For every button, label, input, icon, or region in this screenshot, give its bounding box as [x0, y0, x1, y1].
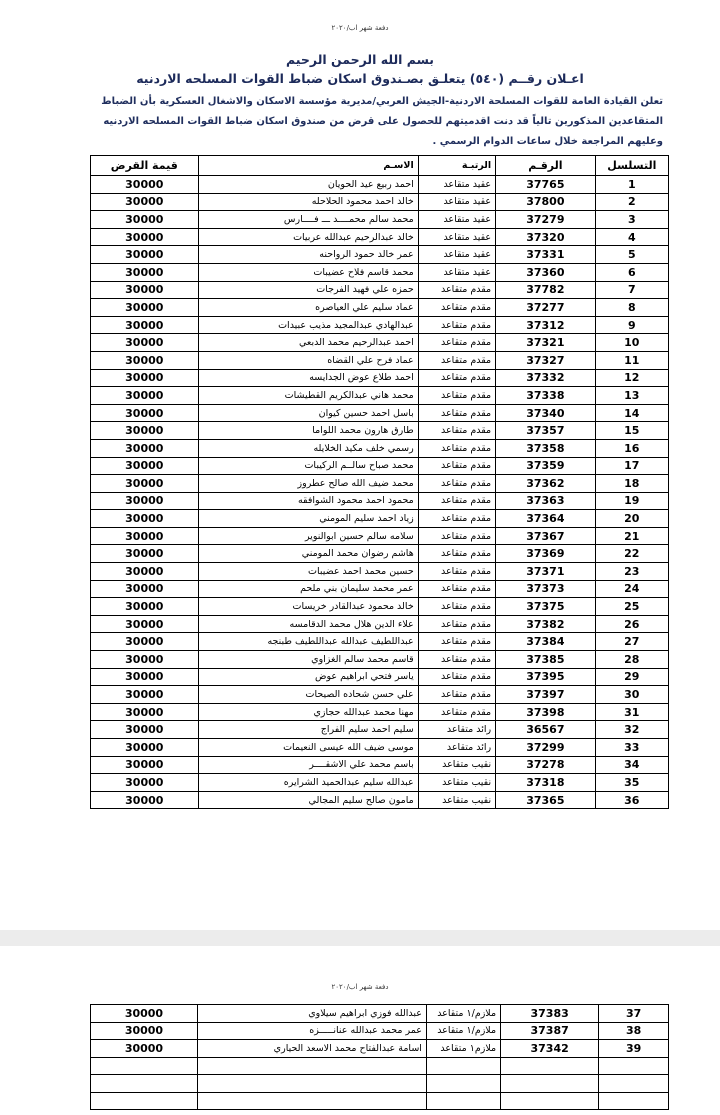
cell-loan: 30000	[91, 193, 199, 211]
table-row	[91, 299, 669, 317]
cell-rank: نقيب متقاعد	[418, 756, 495, 774]
cell-number: 37327	[496, 351, 596, 369]
table-row	[91, 651, 669, 669]
cell-loan: 30000	[91, 703, 199, 721]
cell-loan: 30000	[91, 791, 199, 809]
cell-name: هاشم رضوان محمد المومني	[198, 545, 418, 563]
announcement-title: اعـلان رقــم (٥٤٠) يتعلـق بصـندوق اسكان ضباط القوات المسلحه الاردنيه	[136, 71, 584, 86]
header-name: الاسـم	[198, 156, 418, 176]
cell-rank: مقدم متقاعد	[418, 668, 495, 686]
cell-number-empty	[501, 1057, 599, 1075]
cell-name: عبدالله سليم عبدالحميد الشرايره	[198, 774, 418, 792]
cell-rank: مقدم متقاعد	[418, 475, 495, 493]
cell-loan-empty	[91, 1057, 198, 1075]
cell-seq: 16	[595, 439, 668, 457]
table-row	[91, 791, 669, 809]
table-row	[91, 193, 669, 211]
cell-loan: 30000	[91, 615, 199, 633]
cell-rank: مقدم متقاعد	[418, 633, 495, 651]
cell-number: 37331	[496, 246, 596, 264]
cell-seq: 27	[595, 633, 668, 651]
cell-number-empty	[501, 1092, 599, 1110]
table-row	[91, 668, 669, 686]
cell-rank: مقدم متقاعد	[418, 598, 495, 616]
cell-name: موسى ضيف الله عيسى النعيمات	[198, 739, 418, 757]
table-body-continued	[91, 1005, 669, 1110]
cell-name: محمد ضيف الله صالح عطروز	[198, 475, 418, 493]
header-loan: قيمة القرض	[91, 156, 199, 176]
cell-seq: 36	[595, 791, 668, 809]
cell-seq: 10	[595, 334, 668, 352]
cell-name: طارق هارون محمد اللواما	[198, 422, 418, 440]
cell-rank: مقدم متقاعد	[418, 563, 495, 581]
cell-loan: 30000	[91, 545, 199, 563]
cell-number: 37279	[496, 211, 596, 229]
table-row	[91, 1040, 669, 1058]
cell-name-empty	[197, 1075, 426, 1093]
cell-loan: 30000	[91, 263, 199, 281]
header-seq: التسلسل	[595, 156, 668, 176]
cell-seq: 20	[595, 510, 668, 528]
cell-number: 37359	[496, 457, 596, 475]
cell-name: عمر خالد حمود الرواحنه	[198, 246, 418, 264]
cell-seq: 22	[595, 545, 668, 563]
cell-loan: 30000	[91, 651, 199, 669]
cell-seq: 18	[595, 475, 668, 493]
cell-rank: مقدم متقاعد	[418, 686, 495, 704]
table-row	[91, 211, 669, 229]
cell-rank: مقدم متقاعد	[418, 404, 495, 422]
table-row	[91, 404, 669, 422]
cell-seq: 32	[595, 721, 668, 739]
empty-table-row	[91, 1092, 669, 1110]
cell-loan: 30000	[91, 211, 199, 229]
cell-seq: 14	[595, 404, 668, 422]
cell-rank: مقدم متقاعد	[418, 527, 495, 545]
cell-number: 37383	[501, 1005, 599, 1023]
cell-number: 36567	[496, 721, 596, 739]
cell-name: عمر محمد سليمان بني ملحم	[198, 580, 418, 598]
cell-loan: 30000	[91, 475, 199, 493]
cell-seq: 37	[599, 1005, 669, 1023]
cell-name: مامون صالح سليم المجالي	[198, 791, 418, 809]
cell-number: 37395	[496, 668, 596, 686]
cell-name: محمد صباح سالــم الركيبات	[198, 457, 418, 475]
table-row	[91, 316, 669, 334]
cell-rank: مقدم متقاعد	[418, 545, 495, 563]
cell-loan: 30000	[91, 351, 199, 369]
table-row	[91, 1022, 669, 1040]
cell-loan-empty	[91, 1075, 198, 1093]
cell-seq: 33	[595, 739, 668, 757]
cell-seq: 7	[595, 281, 668, 299]
cell-name: ياسر فتحي ابراهيم عوض	[198, 668, 418, 686]
cell-loan: 30000	[91, 527, 199, 545]
page-header-batch: دفعة شهر اب/٢٠٢٠	[331, 983, 389, 991]
cell-number: 37363	[496, 492, 596, 510]
cell-number: 37782	[496, 281, 596, 299]
cell-number: 37369	[496, 545, 596, 563]
cell-seq: 13	[595, 387, 668, 405]
cell-loan: 30000	[91, 774, 199, 792]
cell-loan: 30000	[91, 686, 199, 704]
cell-rank-empty	[426, 1075, 500, 1093]
cell-loan: 30000	[91, 668, 199, 686]
cell-seq-empty	[599, 1057, 669, 1075]
cell-loan: 30000	[91, 316, 199, 334]
cell-name-empty	[197, 1057, 426, 1075]
table-row	[91, 686, 669, 704]
cell-loan: 30000	[91, 633, 199, 651]
cell-loan: 30000	[91, 246, 199, 264]
table-body	[91, 176, 669, 809]
table-row	[91, 351, 669, 369]
cell-seq: 21	[595, 527, 668, 545]
cell-name: احمد عبدالرحيم محمد الدبعي	[198, 334, 418, 352]
cell-loan: 30000	[91, 176, 199, 194]
table-row	[91, 281, 669, 299]
cell-seq: 29	[595, 668, 668, 686]
cell-loan: 30000	[91, 439, 199, 457]
cell-name: محمود احمد محمود الشوافقه	[198, 492, 418, 510]
cell-number: 37318	[496, 774, 596, 792]
cell-number: 37358	[496, 439, 596, 457]
cell-number: 37360	[496, 263, 596, 281]
cell-seq-empty	[599, 1092, 669, 1110]
cell-rank: مقدم متقاعد	[418, 703, 495, 721]
cell-seq: 39	[599, 1040, 669, 1058]
cell-name: باسل احمد حسين كيوان	[198, 404, 418, 422]
table-row	[91, 598, 669, 616]
cell-seq: 4	[595, 228, 668, 246]
cell-number: 37278	[496, 756, 596, 774]
table-row	[91, 510, 669, 528]
cell-rank: مقدم متقاعد	[418, 492, 495, 510]
cell-rank-empty	[426, 1092, 500, 1110]
table-row	[91, 563, 669, 581]
table-row	[91, 721, 669, 739]
cell-loan: 30000	[91, 563, 199, 581]
cell-rank: عقيد متقاعد	[418, 176, 495, 194]
cell-seq: 25	[595, 598, 668, 616]
cell-seq: 17	[595, 457, 668, 475]
cell-rank-empty	[426, 1057, 500, 1075]
table-row	[91, 228, 669, 246]
cell-loan: 30000	[91, 1022, 198, 1040]
cell-loan: 30000	[91, 580, 199, 598]
cell-name: رسمي خلف مكيد الخلايله	[198, 439, 418, 457]
table-row	[91, 545, 669, 563]
cell-rank: مقدم متقاعد	[418, 651, 495, 669]
cell-rank: مقدم متقاعد	[418, 387, 495, 405]
cell-seq: 12	[595, 369, 668, 387]
cell-rank: مقدم متقاعد	[418, 281, 495, 299]
cell-number: 37320	[496, 228, 596, 246]
table-row	[91, 246, 669, 264]
table-row	[91, 369, 669, 387]
cell-seq-empty	[599, 1075, 669, 1093]
table-row	[91, 756, 669, 774]
table-row	[91, 580, 669, 598]
document-page-2	[28, 946, 692, 1115]
table-row	[91, 739, 669, 757]
cell-seq: 19	[595, 492, 668, 510]
cell-number: 37375	[496, 598, 596, 616]
cell-name: مهنا محمد عبدالله حجازي	[198, 703, 418, 721]
cell-seq: 23	[595, 563, 668, 581]
cell-number: 37342	[501, 1040, 599, 1058]
cell-rank: مقدم متقاعد	[418, 334, 495, 352]
cell-loan: 30000	[91, 457, 199, 475]
cell-name: محمد قاسم فلاح عضيبات	[198, 263, 418, 281]
empty-table-row	[91, 1057, 669, 1075]
cell-seq: 1	[595, 176, 668, 194]
cell-rank: مقدم متقاعد	[418, 351, 495, 369]
cell-seq: 26	[595, 615, 668, 633]
cell-number: 37312	[496, 316, 596, 334]
table-row	[91, 703, 669, 721]
cell-name: عمر محمد عبدالله عنانـــــزه	[197, 1022, 426, 1040]
cell-loan: 30000	[91, 299, 199, 317]
cell-name: خالد محمود عبدالقادر خريسات	[198, 598, 418, 616]
cell-name: عماد سليم علي العياصره	[198, 299, 418, 317]
cell-number: 37800	[496, 193, 596, 211]
cell-rank: مقدم متقاعد	[418, 580, 495, 598]
intro-line-2: المتقاعدين المذكورين تالياً قد دنت اقدميتهم للحصول على قرض من صندوق اسكان ضباط القوات المسلحه الاردنيه	[103, 116, 663, 127]
table-row	[91, 176, 669, 194]
cell-rank: مقدم متقاعد	[418, 457, 495, 475]
cell-seq: 9	[595, 316, 668, 334]
cell-rank: مقدم متقاعد	[418, 299, 495, 317]
table-row	[91, 387, 669, 405]
cell-seq: 5	[595, 246, 668, 264]
cell-name: عبدالهادي عبدالمجيد مذيب عبيدات	[198, 316, 418, 334]
cell-name: حسين محمد احمد عضيبات	[198, 563, 418, 581]
cell-loan: 30000	[91, 492, 199, 510]
cell-name: قاسم محمد سالم الغزاوي	[198, 651, 418, 669]
cell-number: 37338	[496, 387, 596, 405]
cell-number: 37373	[496, 580, 596, 598]
loan-recipients-table	[90, 155, 669, 809]
cell-number: 37397	[496, 686, 596, 704]
cell-rank: نقيب متقاعد	[418, 791, 495, 809]
cell-seq: 3	[595, 211, 668, 229]
page-header-batch: دفعة شهر اب/٢٠٢٠	[331, 24, 389, 32]
header-rank: الرتبـة	[418, 156, 495, 176]
cell-name: محمد سالم محمــــد ـــ فــــارس	[198, 211, 418, 229]
cell-name: باسم محمد علي الاشقــــر	[198, 756, 418, 774]
empty-table-row	[91, 1075, 669, 1093]
cell-rank: عقيد متقاعد	[418, 211, 495, 229]
table-row	[91, 334, 669, 352]
table-row	[91, 1005, 669, 1023]
page-separator	[0, 930, 720, 946]
cell-name: زياد احمد سليم المومني	[198, 510, 418, 528]
cell-rank: رائد متقاعد	[418, 721, 495, 739]
cell-seq: 28	[595, 651, 668, 669]
cell-name: خالد عبدالرحيم عبدالله عربيات	[198, 228, 418, 246]
cell-name: حمزه علي فهيد الفرجات	[198, 281, 418, 299]
cell-seq: 15	[595, 422, 668, 440]
table-row	[91, 422, 669, 440]
cell-name: علاء الدين هلال محمد الدقامسه	[198, 615, 418, 633]
cell-seq: 2	[595, 193, 668, 211]
cell-seq: 30	[595, 686, 668, 704]
cell-number: 37382	[496, 615, 596, 633]
cell-rank: ملازم١ متقاعد	[426, 1040, 500, 1058]
cell-number: 37385	[496, 651, 596, 669]
cell-rank: رائد متقاعد	[418, 739, 495, 757]
cell-number: 37371	[496, 563, 596, 581]
table-row	[91, 615, 669, 633]
cell-name: اسامة عبدالفتاح محمد الاسعد الحياري	[197, 1040, 426, 1058]
cell-name: علي حسن شحاده الصيحات	[198, 686, 418, 704]
cell-number: 37332	[496, 369, 596, 387]
cell-name: احمد طلاع عوض الجدايسه	[198, 369, 418, 387]
header-number: الرقـم	[496, 156, 596, 176]
cell-name: خالد احمد محمود الحلاحله	[198, 193, 418, 211]
cell-rank: ملازم/١ متقاعد	[426, 1022, 500, 1040]
cell-loan: 30000	[91, 334, 199, 352]
cell-seq: 31	[595, 703, 668, 721]
cell-number: 37367	[496, 527, 596, 545]
table-row	[91, 457, 669, 475]
cell-number: 37277	[496, 299, 596, 317]
table-header-row	[91, 156, 669, 176]
cell-rank: مقدم متقاعد	[418, 422, 495, 440]
document-basmala: بسم الله الرحمن الرحيم	[286, 52, 434, 67]
cell-number: 37365	[496, 791, 596, 809]
table-row	[91, 263, 669, 281]
cell-number: 37340	[496, 404, 596, 422]
cell-rank: مقدم متقاعد	[418, 439, 495, 457]
table-row	[91, 475, 669, 493]
cell-rank: ملازم/١ متقاعد	[426, 1005, 500, 1023]
cell-loan: 30000	[91, 422, 199, 440]
cell-rank: عقيد متقاعد	[418, 263, 495, 281]
cell-loan: 30000	[91, 369, 199, 387]
loan-recipients-table-continued	[90, 1004, 669, 1110]
cell-rank: عقيد متقاعد	[418, 246, 495, 264]
cell-number: 37398	[496, 703, 596, 721]
cell-loan: 30000	[91, 404, 199, 422]
cell-loan: 30000	[91, 739, 199, 757]
cell-number: 37357	[496, 422, 596, 440]
cell-rank: عقيد متقاعد	[418, 193, 495, 211]
cell-loan: 30000	[91, 387, 199, 405]
cell-name: عبداللطيف عبدالله عبداللطيف طبنجه	[198, 633, 418, 651]
cell-rank: عقيد متقاعد	[418, 228, 495, 246]
cell-loan: 30000	[91, 598, 199, 616]
cell-loan: 30000	[91, 1040, 198, 1058]
cell-seq: 24	[595, 580, 668, 598]
cell-name: احمد ربيع عيد الحويان	[198, 176, 418, 194]
table-row	[91, 527, 669, 545]
cell-loan: 30000	[91, 756, 199, 774]
cell-rank: مقدم متقاعد	[418, 316, 495, 334]
cell-number: 37362	[496, 475, 596, 493]
cell-name: عبدالله فوزي ابراهيم سيلاوي	[197, 1005, 426, 1023]
cell-seq: 8	[595, 299, 668, 317]
cell-seq: 11	[595, 351, 668, 369]
table-row	[91, 492, 669, 510]
cell-number-empty	[501, 1075, 599, 1093]
cell-seq: 38	[599, 1022, 669, 1040]
cell-name-empty	[197, 1092, 426, 1110]
document-page-1	[28, 0, 692, 931]
cell-loan: 30000	[91, 228, 199, 246]
cell-seq: 6	[595, 263, 668, 281]
cell-loan: 30000	[91, 281, 199, 299]
cell-name: محمد هاني عبدالكريم القطيشات	[198, 387, 418, 405]
cell-number: 37321	[496, 334, 596, 352]
cell-loan: 30000	[91, 1005, 198, 1023]
cell-name: سلامه سالم حسين ابوالنوير	[198, 527, 418, 545]
cell-number: 37765	[496, 176, 596, 194]
table-row	[91, 439, 669, 457]
cell-seq: 35	[595, 774, 668, 792]
cell-loan: 30000	[91, 510, 199, 528]
cell-number: 37384	[496, 633, 596, 651]
cell-loan: 30000	[91, 721, 199, 739]
cell-name: سليم احمد سليم الفراج	[198, 721, 418, 739]
cell-name: عماد فرح علي القضاه	[198, 351, 418, 369]
intro-line-3: وعليهم المراجعة خلال ساعات الدوام الرسمي .	[432, 136, 663, 147]
table-row	[91, 774, 669, 792]
cell-seq: 34	[595, 756, 668, 774]
cell-rank: مقدم متقاعد	[418, 510, 495, 528]
cell-number: 37387	[501, 1022, 599, 1040]
cell-number: 37364	[496, 510, 596, 528]
cell-loan-empty	[91, 1092, 198, 1110]
cell-rank: مقدم متقاعد	[418, 615, 495, 633]
cell-number: 37299	[496, 739, 596, 757]
intro-line-1: تعلن القيادة العامة للقوات المسلحة الاردنية-الجيش العربي/مديرية مؤسسة الاسكان والاشغال العسكرية بأن الضباط	[101, 96, 663, 107]
cell-rank: نقيب متقاعد	[418, 774, 495, 792]
cell-rank: مقدم متقاعد	[418, 369, 495, 387]
table-row	[91, 633, 669, 651]
